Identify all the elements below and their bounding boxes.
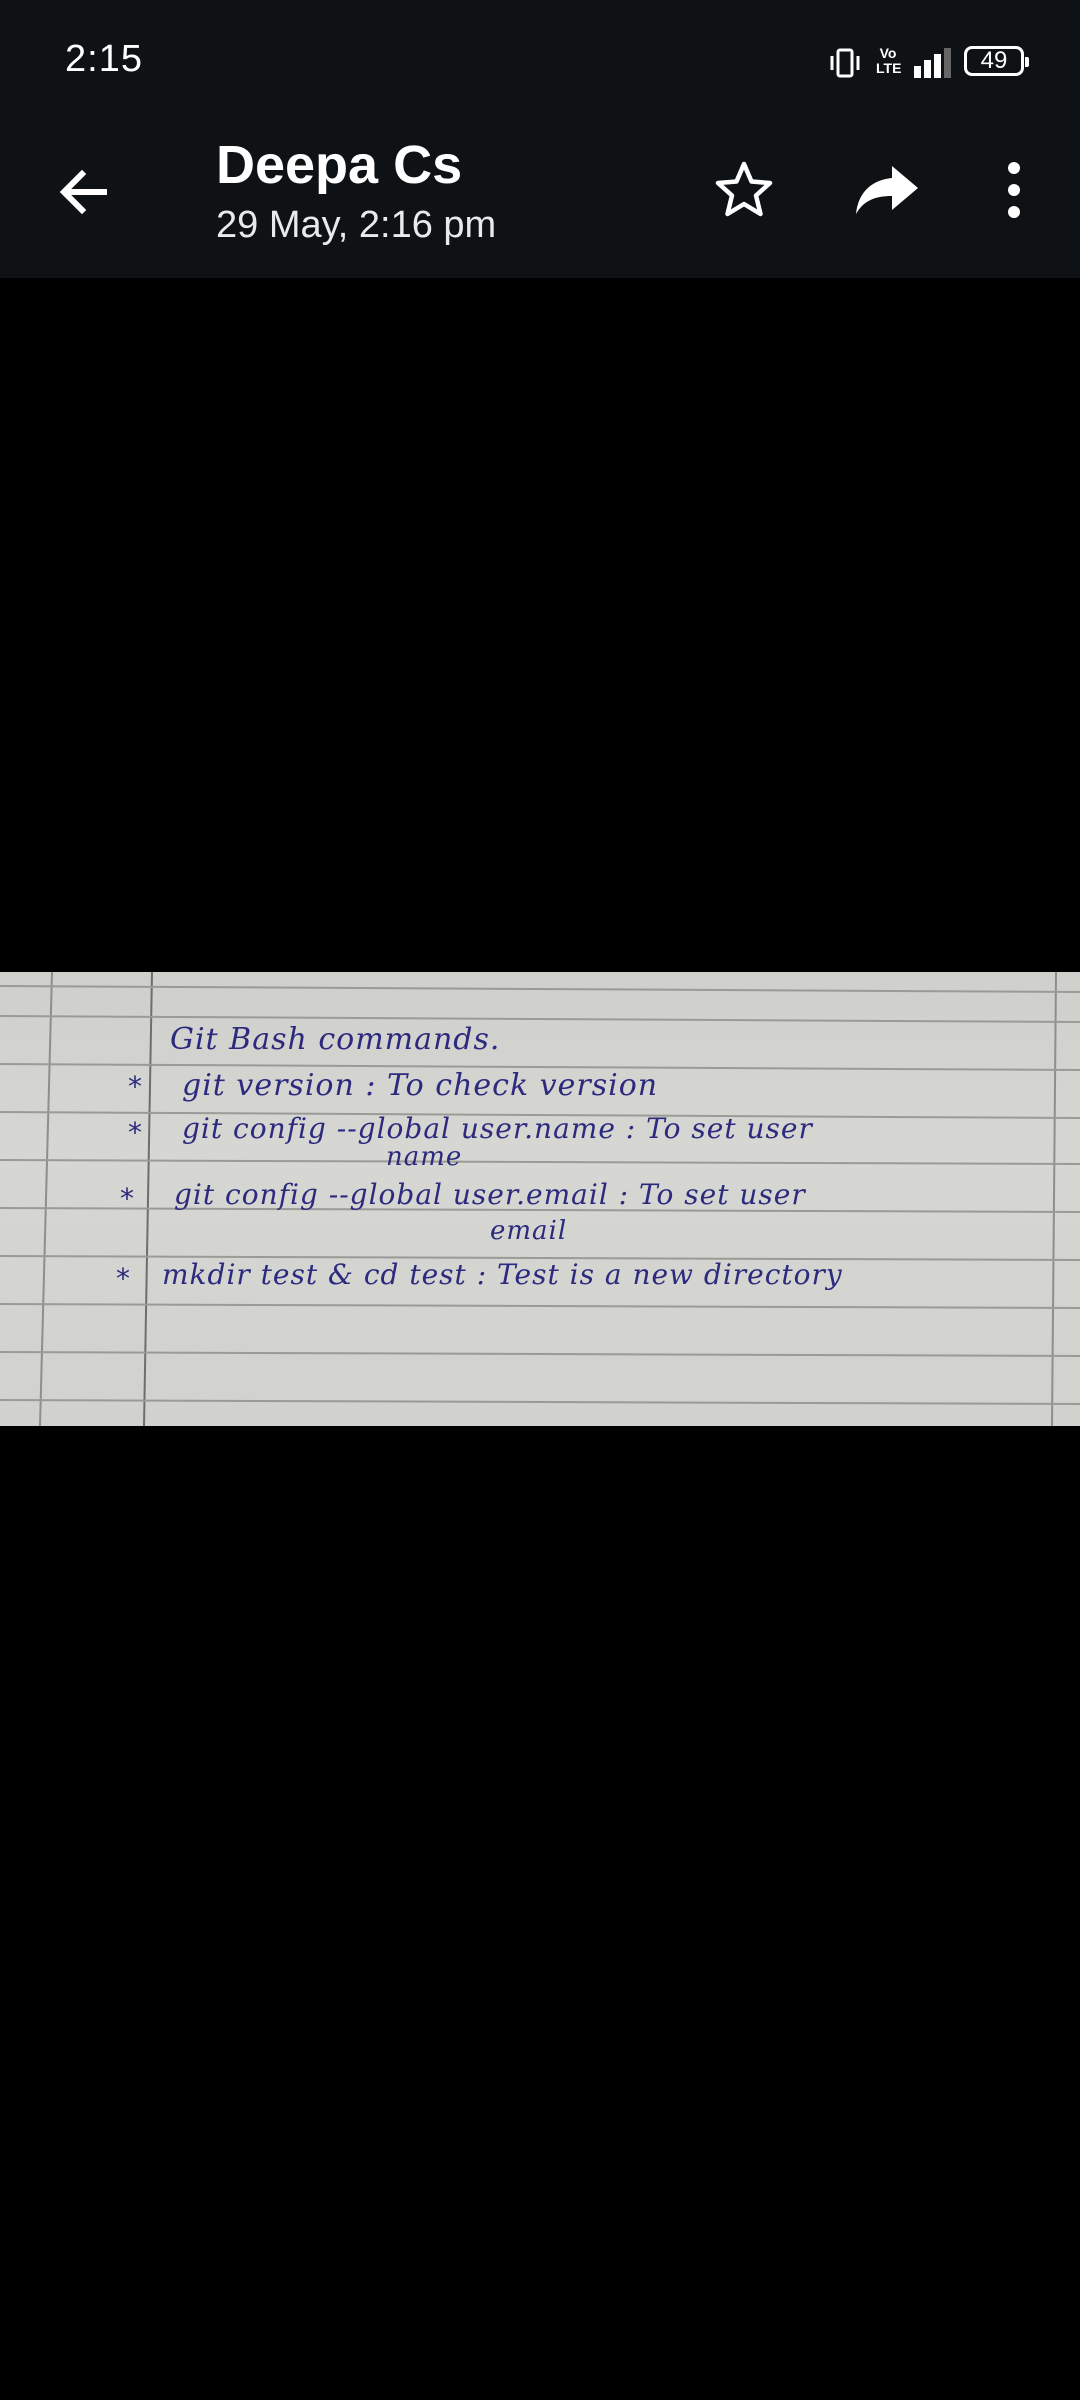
note-line-2: git config --global user.name : To set user xyxy=(182,1112,813,1145)
note-line-4: mkdir test & cd test : Test is a new directory xyxy=(162,1258,843,1291)
bullet-2: * xyxy=(128,1116,142,1149)
star-icon[interactable] xyxy=(712,158,776,222)
sender-name: Deepa Cs xyxy=(216,135,463,195)
note-line-2-cont: name xyxy=(386,1142,463,1172)
status-time: 2:15 xyxy=(65,38,143,80)
bullet-4: * xyxy=(116,1262,130,1295)
notes-heading: Git Bash commands. xyxy=(170,1022,501,1057)
bullet-1: * xyxy=(128,1070,142,1103)
message-timestamp: 29 May, 2:16 pm xyxy=(216,204,497,246)
image-viewer[interactable] xyxy=(0,278,1080,2400)
note-line-3: git config --global user.email : To set user xyxy=(174,1178,806,1211)
notebook-photo[interactable] xyxy=(0,972,1080,1426)
share-icon[interactable] xyxy=(852,158,922,222)
volte-icon: Vo LTE xyxy=(876,45,902,76)
note-line-3-cont: email xyxy=(490,1216,568,1246)
battery-icon: 49 xyxy=(964,46,1024,76)
status-bar xyxy=(0,0,1080,122)
bullet-3: * xyxy=(120,1182,134,1215)
note-line-1: git version : To check version xyxy=(182,1068,659,1103)
more-vert-icon[interactable] xyxy=(990,158,1038,222)
back-arrow-icon[interactable] xyxy=(52,160,116,224)
signal-icon xyxy=(912,46,954,80)
vibrate-icon xyxy=(828,46,862,80)
app-bar xyxy=(0,122,1080,278)
